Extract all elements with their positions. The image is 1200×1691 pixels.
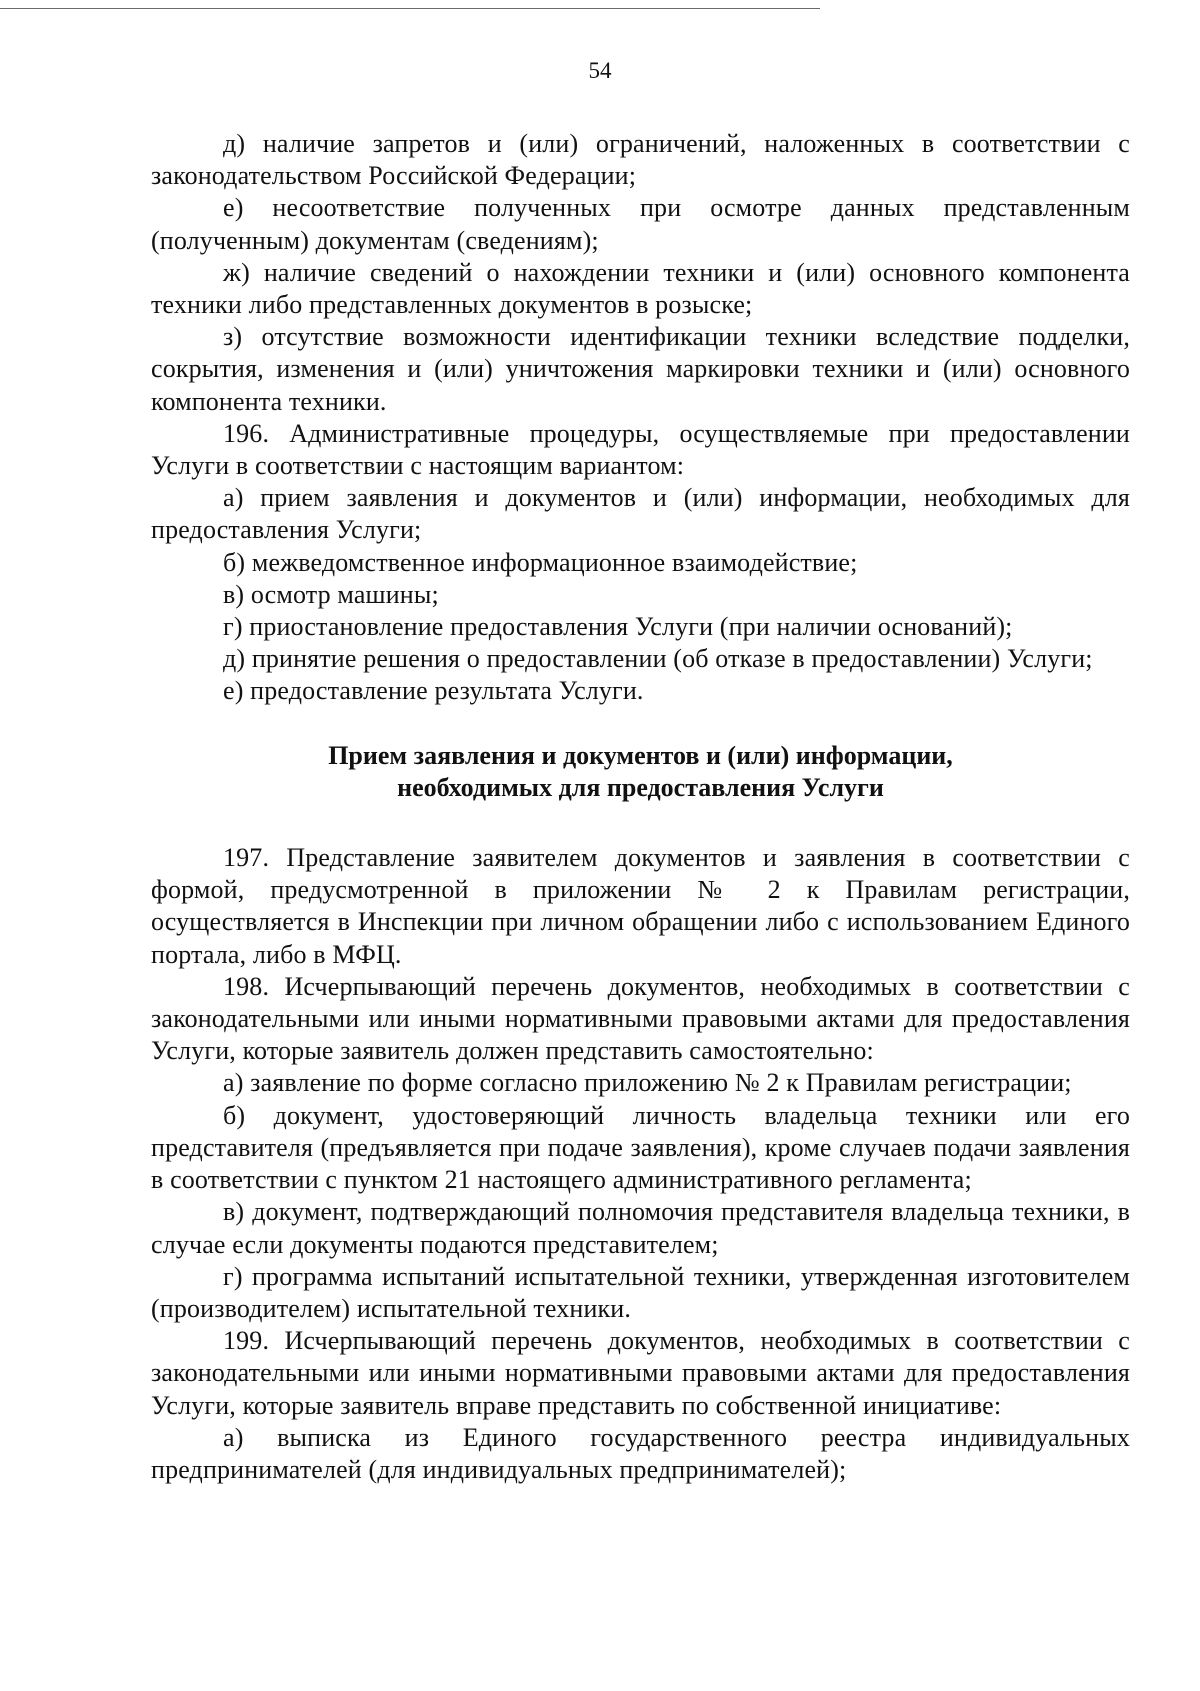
paragraph: а) выписка из Единого государственного реестра индивидуальных предпринимателей (для индивидуальных предпринимателей); [151, 1422, 1130, 1484]
document-body [151, 128, 1130, 1486]
paragraph: 196. Административные процедуры, осуществляемые при предоставлении Услуги в соответствии с настоящим вариантом: [151, 418, 1130, 481]
paragraph: ж) наличие сведений о нахождении техники и (или) основного компонента техники либо представленных документов в розыске; [151, 257, 1130, 320]
section-heading [151, 740, 1130, 804]
section-heading-line: необходимых для предоставления Услуги [397, 772, 884, 802]
paragraph: г) программа испытаний испытательной техники, утвержденная изготовителем (производителем) испытательной техники. [151, 1261, 1130, 1323]
paragraph: б) документ, удостоверяющий личность владельца техники или его представителя (предъявляется при подаче заявления), кроме случаев подачи заявления в соответствии с пунктом 21 настоящего административного регламента; [151, 1100, 1130, 1195]
paragraph: е) предоставление результата Услуги. [223, 676, 644, 706]
section-heading-line: Прием заявления и документов и (или) информации, [328, 740, 953, 770]
paragraph: з) отсутствие возможности идентификации техники вследствие подделки, сокрытия, изменения и (или) уничтожения маркировки техники и (или) основного компонента техники. [151, 322, 1130, 416]
paragraph: а) заявление по форме согласно приложению № 2 к Правилам регистрации; [223, 1068, 1072, 1098]
paragraph: 198. Исчерпывающий перечень документов, необходимых в соответствии с законодательными или иными нормативными правовыми актами для предоставления Услуги, которые заявитель должен представить самостоятельно: [151, 971, 1130, 1066]
paragraph: д) принятие решения о предоставлении (об отказе в предоставлении) Услуги; [223, 644, 1093, 674]
paragraph: е) несоответствие полученных при осмотре данных представленным (полученным) документам (сведениям); [151, 193, 1130, 255]
paragraph: 199. Исчерпывающий перечень документов, необходимых в соответствии с законодательными или иными нормативными правовыми актами для предоставления Услуги, которые заявитель вправе представить по собственной инициативе: [151, 1326, 1130, 1420]
paragraph: в) документ, подтверждающий полномочия представителя владельца техники, в случае если документы подаются представителем; [151, 1197, 1130, 1259]
paragraph: г) приостановление предоставления Услуги (при наличии оснований); [223, 612, 1013, 642]
top-rule [0, 8, 820, 9]
paragraph: в) осмотр машины; [223, 579, 439, 609]
paragraph: а) прием заявления и документов и (или) информации, необходимых для предоставления Услуги; [151, 483, 1130, 545]
page-number: 54 [588, 58, 612, 83]
paragraph: 197. Представление заявителем документов и заявления в соответствии с формой, предусмотренной в приложении № 2 к Правилам регистрации, осуществляется в Инспекции при личном обращении либо с использованием Единого портала, либо в МФЦ. [151, 843, 1130, 969]
paragraph: б) межведомственное информационное взаимодействие; [223, 547, 858, 577]
paragraph: д) наличие запретов и (или) ограничений, наложенных в соответствии с законодательством Российской Федерации; [151, 129, 1130, 191]
